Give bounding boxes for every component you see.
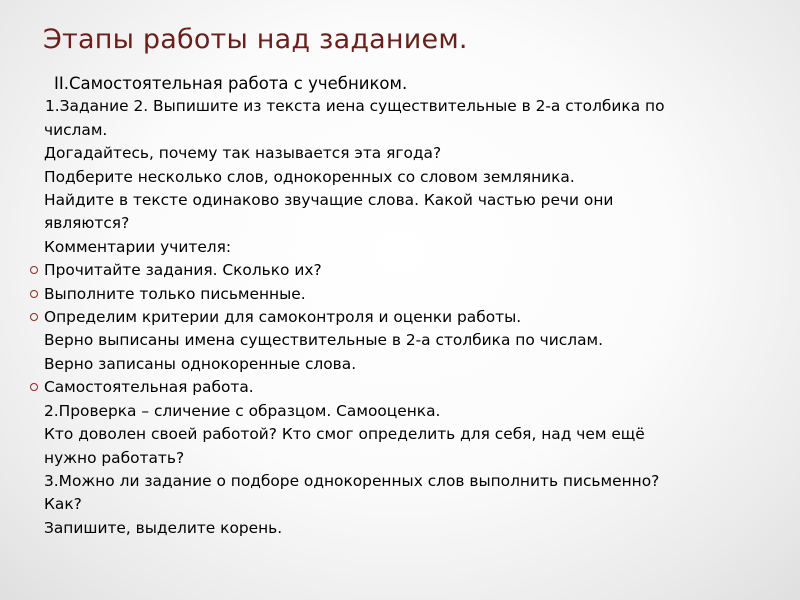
line-text: Кто доволен своей работой? Кто смог определить для себя, над чем ещё [44, 425, 645, 444]
line-text: Как? [44, 495, 82, 514]
circle-bullet-icon [30, 383, 38, 391]
line-text: Верно записаны однокоренные слова. [44, 354, 357, 373]
line-text: являются? [44, 214, 130, 233]
line-text: 3.Можно ли задание о подборе однокоренных слов выполнить письменно? [44, 471, 660, 490]
line-text: Прочитайте задания. Сколько их? [44, 261, 322, 280]
line-text: 2.Проверка – сличение с образцом. Самооценка. [44, 401, 441, 420]
line-text: Выполните только письменные. [44, 284, 306, 303]
text-line [28, 119, 788, 142]
text-line [28, 423, 788, 446]
text-line [28, 189, 788, 212]
text-line [28, 329, 788, 352]
line-text: нужно работать? [44, 448, 185, 467]
section-subtitle [28, 72, 788, 95]
text-line [28, 166, 788, 189]
bullet-item [28, 306, 788, 329]
slide-content [28, 72, 788, 540]
text-line [28, 142, 788, 165]
line-text: Самостоятельная работа. [44, 378, 254, 397]
line-text: Догадайтесь, почему так называется эта ягода? [44, 144, 442, 163]
line-text: Найдите в тексте одинаково звучащие слова. Какой частью речи они [44, 191, 614, 210]
line-text: II.Самостоятельная работа с учебником. [54, 74, 408, 93]
bullet-item [28, 376, 788, 399]
bullet-item [28, 259, 788, 282]
text-line [28, 236, 788, 259]
text-line [28, 493, 788, 516]
line-text: числам. [44, 120, 108, 139]
circle-bullet-icon [30, 266, 38, 274]
bullet-item [28, 283, 788, 306]
slide-title: Этапы работы над заданием. [43, 24, 468, 55]
text-line [28, 400, 788, 423]
line-text: Верно выписаны имена существительные в 2-а столбика по числам. [44, 331, 604, 350]
text-line [28, 517, 788, 540]
text-line [28, 353, 788, 376]
text-line [28, 95, 788, 118]
line-text: 1.Задание 2. Выпишите из текста иена существительные в 2-а столбика по [45, 97, 665, 116]
circle-bullet-icon [30, 313, 38, 321]
text-line [28, 212, 788, 235]
line-text: Определим критерии для самоконтроля и оценки работы. [44, 308, 522, 327]
text-line [28, 470, 788, 493]
circle-bullet-icon [30, 290, 38, 298]
text-line [28, 447, 788, 470]
line-text: Подберите несколько слов, однокоренных со словом земляника. [44, 167, 575, 186]
line-text: Запишите, выделите корень. [44, 518, 283, 537]
line-text: Комментарии учителя: [44, 237, 232, 256]
